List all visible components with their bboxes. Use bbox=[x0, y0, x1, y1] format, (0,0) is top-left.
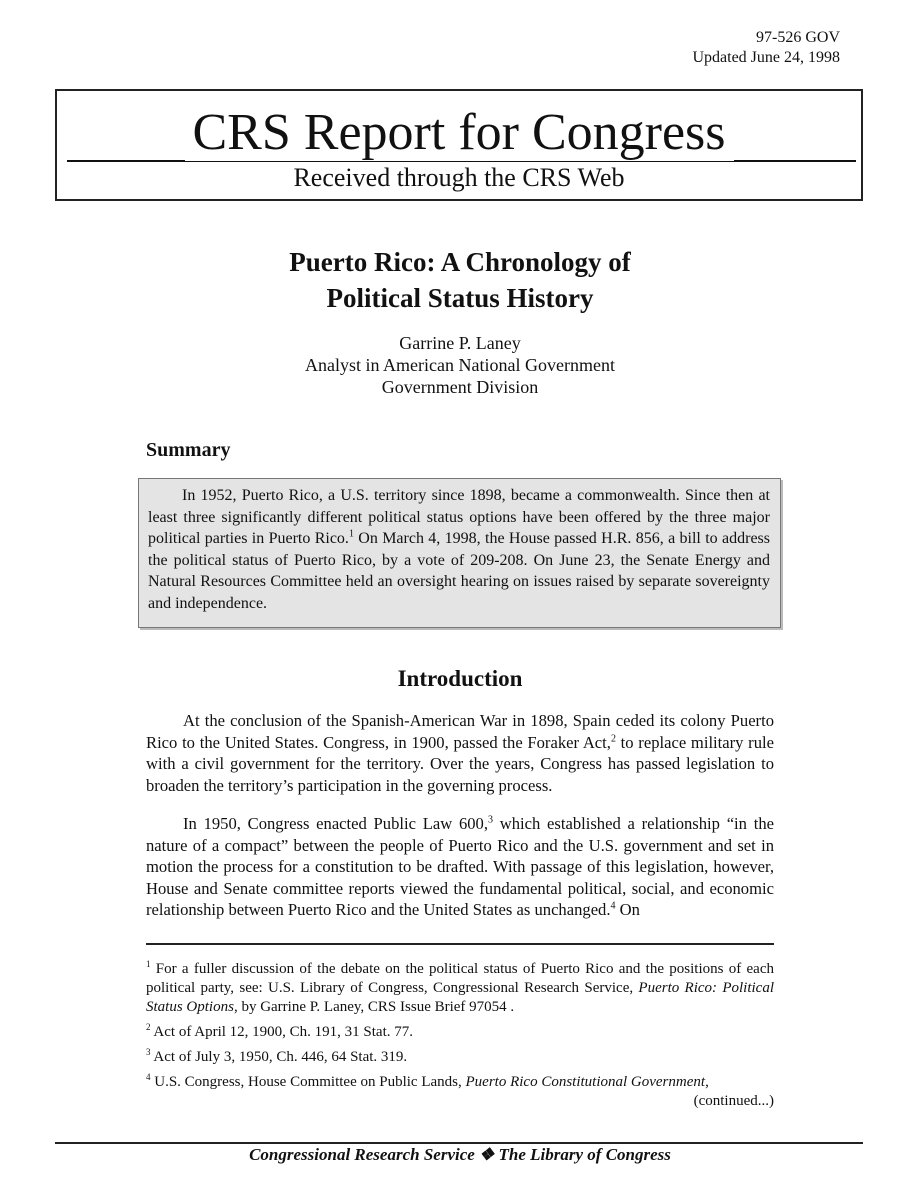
footnote-3: $^3$ Act of July 3, 1950, Ch. 446, 64 Stat. 319. bbox=[146, 1047, 408, 1065]
masthead-box bbox=[55, 89, 863, 201]
footnote-ref-3[interactable]: 3 bbox=[487, 814, 493, 826]
footnote-4: $^4$ U.S. Congress, House Committee on Public Lands, Puerto Rico Constitutional Government, bbox=[146, 1072, 709, 1090]
footnote-ref-1[interactable]: 1 bbox=[348, 528, 354, 540]
masthead-title: CRS Report for Congress bbox=[57, 103, 861, 163]
intro-paragraph-2: In 1950, Congress enacted Public Law 600,$^3$ which established a relationship “in the nature of a compact” between the people of Puerto Rico and the U.S. government and set in motion the process for a constitution to be drafted. With passage of this legislation, however, House and Senate committee reports viewed the fundamental political, social, and economic relationship between Puerto Rico and the United States as unchanged.$^4$ On bbox=[146, 814, 774, 920]
masthead-subtitle: Received through the CRS Web bbox=[293, 163, 625, 192]
footnote-2: $^2$ Act of April 12, 1900, Ch. 191, 31 Stat. 77. bbox=[146, 1022, 413, 1040]
report-title-line-1: Puerto Rico: A Chronology of bbox=[289, 247, 631, 277]
updated-date: Updated June 24, 1998 bbox=[692, 49, 840, 66]
author-name: Garrine P. Laney bbox=[399, 333, 521, 353]
author-division: Government Division bbox=[381, 377, 539, 397]
introduction-heading: Introduction bbox=[397, 666, 523, 691]
footer-text: Congressional Research Service ❖ The Library of Congress bbox=[249, 1145, 671, 1164]
footnote-separator bbox=[146, 943, 774, 945]
document-id-block bbox=[692, 28, 840, 68]
footnote-ref-2[interactable]: 2 bbox=[610, 733, 616, 745]
footnote-ref-4[interactable]: 4 bbox=[610, 900, 616, 912]
author-block bbox=[0, 332, 920, 398]
report-title-line-2: Political Status History bbox=[326, 283, 594, 313]
summary-text-b: On March 4, 1998, the House passed H.R. 856, a bill to address the political status of Puerto Rico, by a vote of 209-208. On June 23, the Senate Energy and Natural Resources Committee held an oversight hearing on issues raised by separate sovereignty and independence. bbox=[148, 530, 771, 612]
footnotes bbox=[146, 960, 774, 1111]
summary-heading: Summary bbox=[146, 439, 231, 461]
author-role: Analyst in American National Government bbox=[305, 355, 615, 375]
intro-paragraph-1: At the conclusion of the Spanish-American War in 1898, Spain ceded its colony Puerto Rico to the United States. Congress, in 1900, passed the Foraker Act,$^2$ to replace military rule with a civil government for the territory. Over the years, Congress has passed legislation to broaden the territory’s participation in the governing process. bbox=[146, 711, 774, 795]
summary-text-a: In 1952, Puerto Rico, a U.S. territory since 1898, became a commonwealth. Since then at least three significantly different political status options have been offered by the three major political parties in Puerto Rico. bbox=[148, 487, 770, 548]
report-title bbox=[0, 244, 920, 316]
doc-number: 97-526 GOV bbox=[756, 29, 840, 46]
summary-box bbox=[138, 478, 781, 628]
footnote-1: $^1$ For a fuller discussion of the debate on the political status of Puerto Rico and the positions of each political party, see: U.S. Library of Congress, Congressional Research Service, Puerto Rico: Political Status Options, by Garrine P. Laney, CRS Issue Brief 97054 . bbox=[146, 959, 775, 1015]
continued-note: (continued...) bbox=[693, 1093, 774, 1109]
